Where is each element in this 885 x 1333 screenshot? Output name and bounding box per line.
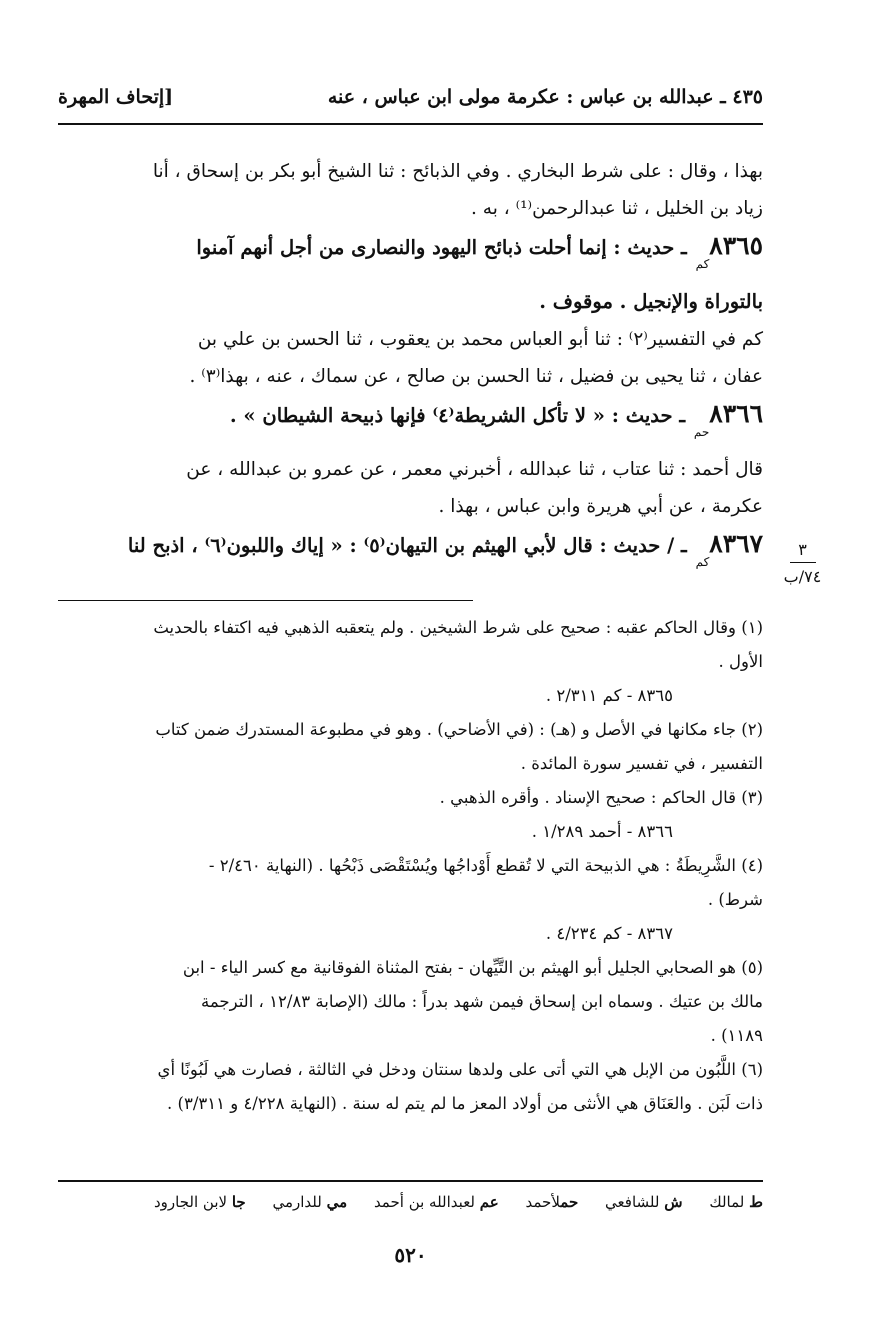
footnotes — [58, 611, 763, 1121]
abbr-item: ط لمالك — [709, 1193, 763, 1211]
hadith-text-cont: بالتوراة والإنجيل . موقوف . — [539, 290, 763, 313]
folio-divider — [790, 562, 816, 563]
page-number: ٥٢٠ — [394, 1243, 427, 1267]
footnote: التفسير ، في تفسير سورة المائدة . — [520, 754, 763, 773]
header-rule — [58, 123, 763, 125]
main-text — [58, 153, 763, 581]
source-code: كم — [695, 257, 710, 271]
footnote: (٦) اللَّبُون من الإبل هي التي أتى على ولدها سنتان ودخل في الثالثة ، فصارت هي لَبُونًا أي — [157, 1060, 763, 1079]
footnote: شرط) . — [707, 890, 763, 909]
abbr-item: ش للشافعي — [605, 1193, 683, 1211]
footnote: ذات لَبَن . والعَنَاق هي الأنثى من أولاد المعز ما لم يتم له سنة . (النهاية ٤/٢٢٨ و ٣/٣١١) . — [167, 1094, 763, 1113]
hadith-8365 — [58, 227, 763, 283]
abbr-item: حملأحمد — [525, 1193, 579, 1211]
hadith-number: ٨٣٦٥ — [709, 231, 763, 260]
book-title: [إتحاف المهرة — [58, 86, 174, 108]
abbr-item: عم لعبدالله بن أحمد — [373, 1193, 499, 1211]
chapter-title: ٤٣٥ ـ عبدالله بن عباس : عكرمة مولى ابن عباس ، عنه — [327, 86, 763, 108]
hadith-text: ـ حديث : إنما أحلت ذبائح اليهود والنصارى من أجل أنهم آمنوا — [196, 236, 687, 259]
footnote: (٣) قال الحاكم : صحيح الإسناد . وأقره الذهبي . — [439, 788, 763, 807]
abbr-item: مي للدارمي — [272, 1193, 348, 1211]
folio-bottom: ٧٤/ب — [783, 567, 822, 586]
footnote: الأول . — [718, 652, 763, 671]
reference: ٨٣٦٥ - كم ٢/٣١١ . — [545, 686, 673, 705]
footnote: ١١٨٩) . — [710, 1026, 763, 1045]
text-line: كم في التفسير⁽٢⁾ : ثنا أبو العباس محمد بن يعقوب ، ثنا الحسن بن علي بن — [197, 329, 763, 350]
footnote: مالك بن عتيك . وسماه ابن إسحاق فيمن شهد بدراً : مالك (الإصابة ١٢/٨٣ ، الترجمة — [201, 992, 763, 1011]
footnote: (١) وقال الحاكم عقبه : صحيح على شرط الشيخين . ولم يتعقبه الذهبي فيه اكتفاء بالحديث — [153, 618, 763, 637]
book-page — [58, 78, 763, 1267]
footnote: (٥) هو الصحابي الجليل أبو الهيثم بن التَّيِّهان - بفتح المثناة الفوقانية مع كسر الياء - ابن — [182, 958, 763, 977]
folio-top: ٣ — [798, 540, 807, 559]
reference: ٨٣٦٧ - كم ٤/٢٣٤ . — [545, 924, 673, 943]
text-line: قال أحمد : ثنا عتاب ، ثنا عبدالله ، أخبرني معمر ، عن عمرو بن عبدالله ، عن — [186, 459, 763, 480]
footnote: (٢) جاء مكانها في الأصل و (هـ) : (في الأضاحي) . وهو في مطبوعة المستدرك ضمن كتاب — [155, 720, 763, 739]
text-line: زياد بن الخليل ، ثنا عبدالرحمن⁽¹⁾ ، به . — [471, 198, 763, 219]
manuscript-folio-note — [775, 540, 830, 587]
source-code: كم — [695, 555, 710, 569]
hadith-number: ٨٣٦٦ — [709, 399, 763, 428]
hadith-number: ٨٣٦٧ — [709, 529, 763, 558]
text-line: عكرمة ، عن أبي هريرة وابن عباس ، بهذا . — [438, 496, 763, 517]
abbr-item: جا لابن الجارود — [153, 1193, 246, 1211]
footnote-rule — [58, 600, 473, 601]
footnote: (٤) الشَّرِيطَةُ : هي الذبيحة التي لا تُقطع أَوْداجُها ويُسْتَقْصَى ذَبْحُها . (النهاية ٢/٤٦٠ - — [208, 856, 763, 875]
hadith-8367 — [58, 525, 763, 581]
hadith-text: ـ / حديث : قال لأبي الهيثم بن التيهان⁽٥⁾ : « إياك واللبون⁽٦⁾ ، اذبح لنا — [127, 534, 687, 557]
abbreviation-key — [58, 1193, 763, 1211]
footer-rule — [58, 1180, 763, 1182]
text-line: بهذا ، وقال : على شرط البخاري . وفي الذبائح : ثنا الشيخ أبو بكر بن إسحاق ، أنا — [152, 161, 763, 182]
running-header — [58, 78, 763, 118]
hadith-text: ـ حديث : « لا تأكل الشريطة⁽٤⁾ فإنها ذبيحة الشيطان » . — [229, 404, 686, 427]
source-code: حم — [693, 425, 710, 439]
reference: ٨٣٦٦ - أحمد ١/٢٨٩ . — [531, 822, 673, 841]
hadith-8366 — [58, 395, 763, 451]
text-line: عفان ، ثنا يحيى بن فضيل ، ثنا الحسن بن صالح ، عن سماك ، عنه ، بهذا⁽٣⁾ . — [189, 366, 763, 387]
